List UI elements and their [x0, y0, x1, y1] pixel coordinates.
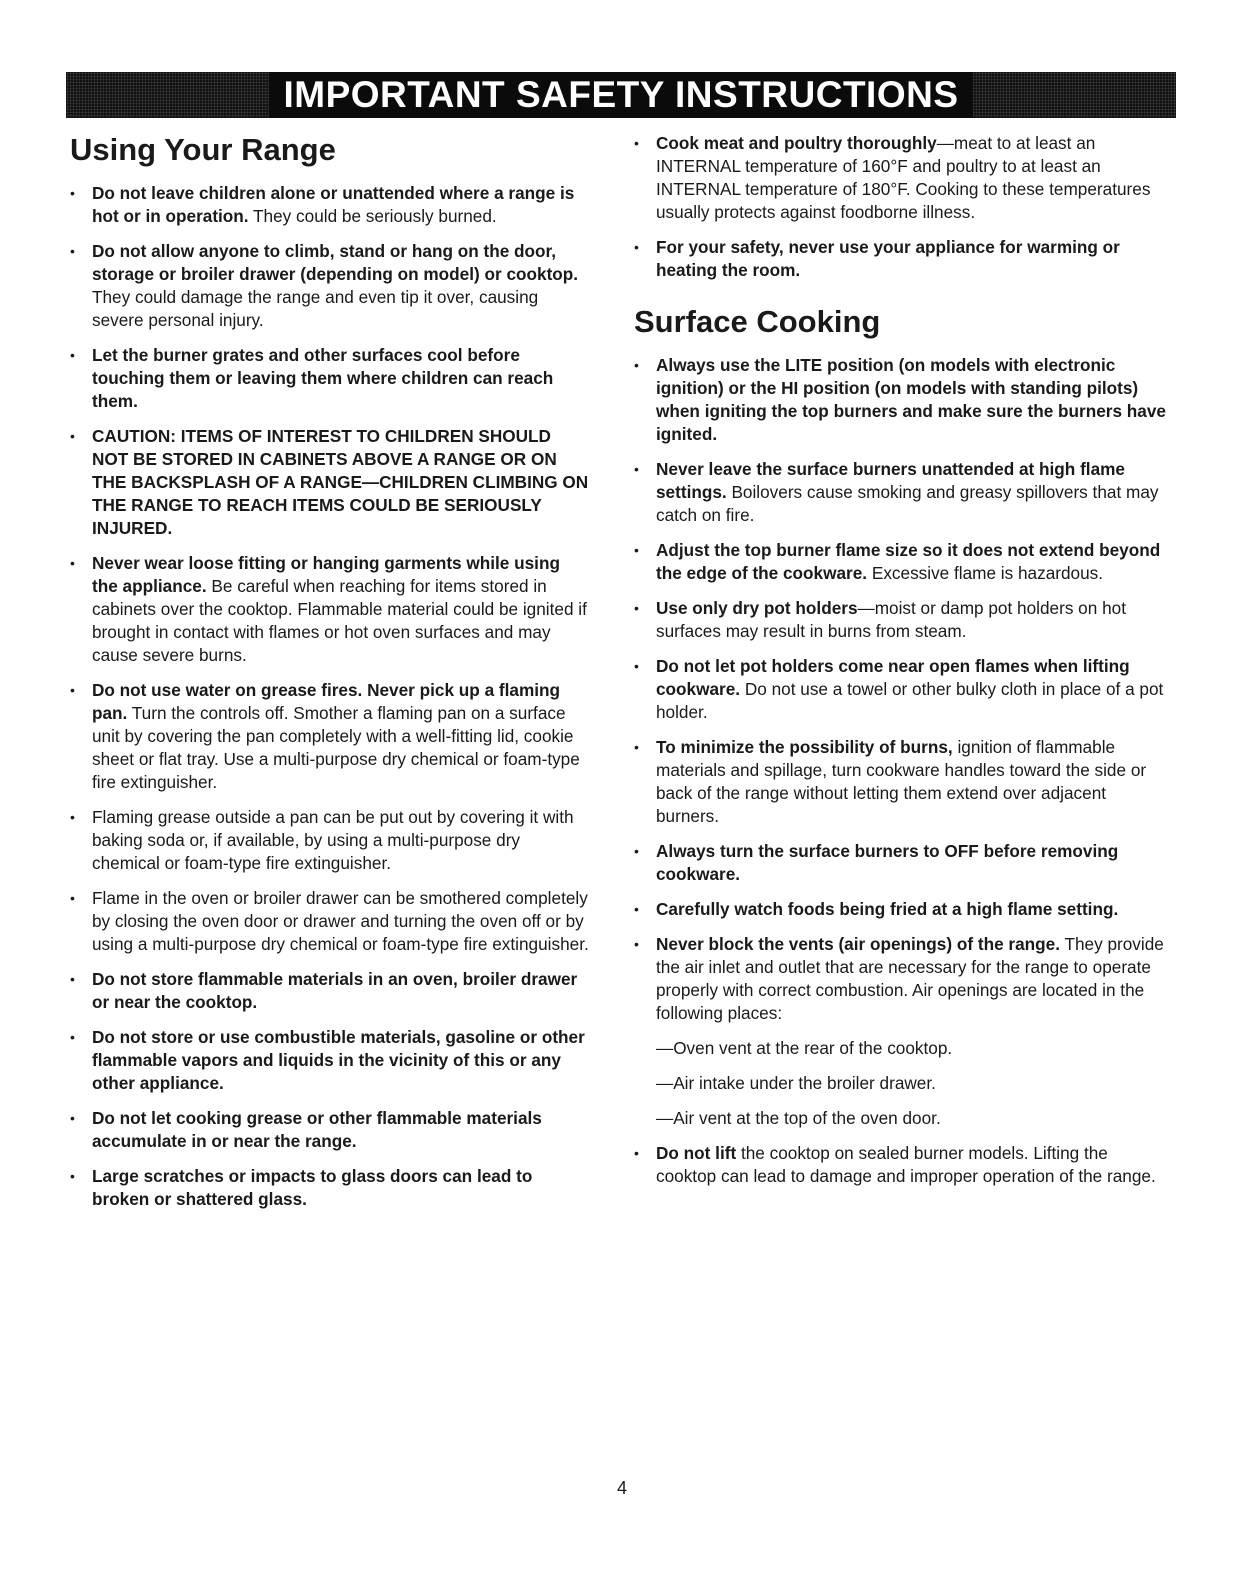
- vent-location: —Air vent at the top of the oven door.: [656, 1108, 941, 1128]
- item-text: Excessive flame is hazardous.: [867, 563, 1104, 583]
- bullet-icon: •: [634, 239, 639, 255]
- list-item: [630, 539, 1170, 585]
- list-item: [66, 240, 590, 332]
- item-text: Be careful when reaching for items stored in cabinets over the cooktop. Flammable material could be ignited if brought in contact with flames or hot oven surfaces and may cause severe burns.: [92, 576, 587, 665]
- bullet-icon: •: [634, 936, 639, 952]
- item-bold: Do not leave children alone or unattended where a range is hot or in operation.: [92, 183, 575, 226]
- item-bold: Do not let pot holders come near open flames when lifting cookware.: [656, 656, 1130, 699]
- right-column: [630, 132, 1170, 1200]
- item-bold: Do not let cooking grease or other flammable materials accumulate in or near the range.: [92, 1108, 542, 1151]
- item-bold: Carefully watch foods being fried at a high flame setting.: [656, 899, 1119, 919]
- item-bold: Do not store or use combustible materials, gasoline or other flammable vapors and liquids in the vicinity of this or any other appliance.: [92, 1027, 585, 1093]
- list-item: [630, 354, 1170, 446]
- list-item: [66, 344, 590, 413]
- item-bold: Do not use water on grease fires. Never pick up a flaming pan.: [92, 680, 561, 723]
- bullet-icon: •: [70, 1168, 75, 1184]
- bullet-icon: •: [70, 971, 75, 987]
- bullet-icon: •: [634, 739, 639, 755]
- item-text: Flame in the oven or broiler drawer can be smothered completely by closing the oven door or drawer and turning the oven off or by using a multi-purpose dry chemical or foam-type fire extinguisher.: [92, 888, 589, 954]
- item-text: They could damage the range and even tip it over, causing severe personal injury.: [92, 287, 539, 330]
- bullet-icon: •: [634, 357, 639, 373]
- bullet-icon: •: [70, 243, 75, 259]
- final-list: [630, 1142, 1170, 1188]
- list-item: [630, 132, 1170, 224]
- surface-cooking-list: [630, 354, 1170, 1025]
- item-bold: Adjust the top burner flame size so it does not extend beyond the edge of the cookware.: [656, 540, 1161, 583]
- list-item: [66, 887, 590, 956]
- list-item: [630, 933, 1170, 1025]
- list-item: [630, 1142, 1170, 1188]
- list-item: [66, 1026, 590, 1095]
- bullet-icon: •: [70, 347, 75, 363]
- item-bold: Use only dry pot holders: [656, 598, 858, 618]
- item-text: Turn the controls off. Smother a flaming pan on a surface unit by covering the pan completely with a well-fitting lid, cookie sheet or flat tray. Use a multi-purpose dry chemical or foam-type fire extinguisher.: [92, 703, 580, 792]
- item-text: Do not use a towel or other bulky cloth in place of a pot holder.: [656, 679, 1164, 722]
- page-number: 4: [616, 1478, 627, 1498]
- item-bold: Do not store flammable materials in an oven, broiler drawer or near the cooktop.: [92, 969, 578, 1012]
- list-item: [630, 458, 1170, 527]
- bullet-icon: •: [634, 901, 639, 917]
- bullet-icon: •: [70, 809, 75, 825]
- list-item: [66, 1107, 590, 1153]
- using-your-range-list: [66, 182, 590, 1211]
- section-heading-using-your-range: Using Your Range: [70, 132, 336, 167]
- header-banner: [66, 72, 1176, 118]
- item-bold: Do not allow anyone to climb, stand or hang on the door, storage or broiler drawer (depending on model) or cooktop.: [92, 241, 579, 284]
- item-bold: Never leave the surface burners unattended at high flame settings.: [656, 459, 1125, 502]
- item-text: They could be seriously burned.: [248, 206, 497, 226]
- bullet-icon: •: [634, 135, 639, 151]
- list-item: [630, 655, 1170, 724]
- bullet-icon: •: [634, 600, 639, 616]
- item-bold: For your safety, never use your appliance for warming or heating the room.: [656, 237, 1120, 280]
- bullet-icon: •: [634, 843, 639, 859]
- item-text: They provide the air inlet and outlet that are necessary for the range to operate properly with correct combustion. Air openings are located in the following places:: [656, 934, 1164, 1023]
- item-bold: Never wear loose fitting or hanging garments while using the appliance.: [92, 553, 560, 596]
- vent-location: —Air intake under the broiler drawer.: [656, 1073, 936, 1093]
- item-text: —meat to at least an INTERNAL temperature of 160°F and poultry to at least an INTERNAL temperature of 180°F. Cooking to these temperatures usually protects against foodborne illness.: [656, 133, 1151, 222]
- list-item: [630, 898, 1170, 921]
- item-bold: Always use the LITE position (on models with electronic ignition) or the HI position (on models with standing pilots) when igniting the top burners and make sure the burners have ignited.: [656, 355, 1166, 444]
- list-item: [66, 1165, 590, 1211]
- item-text: Flaming grease outside a pan can be put out by covering it with baking soda or, if available, by using a multi-purpose dry chemical or foam-type fire extinguisher.: [92, 807, 574, 873]
- list-item: [630, 236, 1170, 282]
- item-text: —moist or damp pot holders on hot surfaces may result in burns from steam.: [656, 598, 1126, 641]
- page-title: IMPORTANT SAFETY INSTRUCTIONS: [269, 72, 972, 118]
- list-item: [66, 968, 590, 1014]
- item-bold: Large scratches or impacts to glass doors can lead to broken or shattered glass.: [92, 1166, 533, 1209]
- item-bold: CAUTION: ITEMS OF INTEREST TO CHILDREN SHOULD NOT BE STORED IN CABINETS ABOVE A RANGE OR ON THE BACKSPLASH OF A RANGE—CHILDREN CLIMBING ON THE RANGE TO REACH ITEMS COULD BE SERIOUSLY INJURED.: [92, 426, 589, 538]
- section-heading-surface-cooking: Surface Cooking: [634, 304, 881, 339]
- bullet-icon: •: [634, 1145, 639, 1161]
- item-bold: Do not lift: [656, 1143, 737, 1163]
- item-bold: Never block the vents (air openings) of the range.: [656, 934, 1060, 954]
- list-item: [66, 679, 590, 794]
- cooking-safety-list: [630, 132, 1170, 282]
- item-bold: Let the burner grates and other surfaces cool before touching them or leaving them where children can reach them.: [92, 345, 554, 411]
- left-column: [66, 132, 590, 1223]
- item-text: the cooktop on sealed burner models. Lifting the cooktop can lead to damage and improper operation of the range.: [656, 1143, 1156, 1186]
- bullet-icon: •: [634, 461, 639, 477]
- bullet-icon: •: [70, 890, 75, 906]
- list-item: [66, 806, 590, 875]
- bullet-icon: •: [70, 1029, 75, 1045]
- list-item: [630, 597, 1170, 643]
- item-bold: Cook meat and poultry thoroughly: [656, 133, 937, 153]
- bullet-icon: •: [70, 682, 75, 698]
- list-item: [66, 552, 590, 667]
- bullet-icon: •: [70, 555, 75, 571]
- bullet-icon: •: [70, 1110, 75, 1126]
- list-item: [630, 840, 1170, 886]
- item-text: ignition of flammable materials and spillage, turn cookware handles toward the side or back of the range without letting them extend over adjacent burners.: [656, 737, 1147, 826]
- bullet-icon: •: [634, 658, 639, 674]
- bullet-icon: •: [634, 542, 639, 558]
- bullet-icon: •: [70, 185, 75, 201]
- list-item: [630, 736, 1170, 828]
- list-item-caution: [66, 425, 590, 540]
- bullet-icon: •: [70, 428, 75, 444]
- list-item: [66, 182, 590, 228]
- item-bold: Always turn the surface burners to OFF before removing cookware.: [656, 841, 1119, 884]
- vent-location: —Oven vent at the rear of the cooktop.: [656, 1038, 953, 1058]
- item-bold: To minimize the possibility of burns,: [656, 737, 953, 757]
- item-text: Boilovers cause smoking and greasy spillovers that may catch on fire.: [656, 482, 1159, 525]
